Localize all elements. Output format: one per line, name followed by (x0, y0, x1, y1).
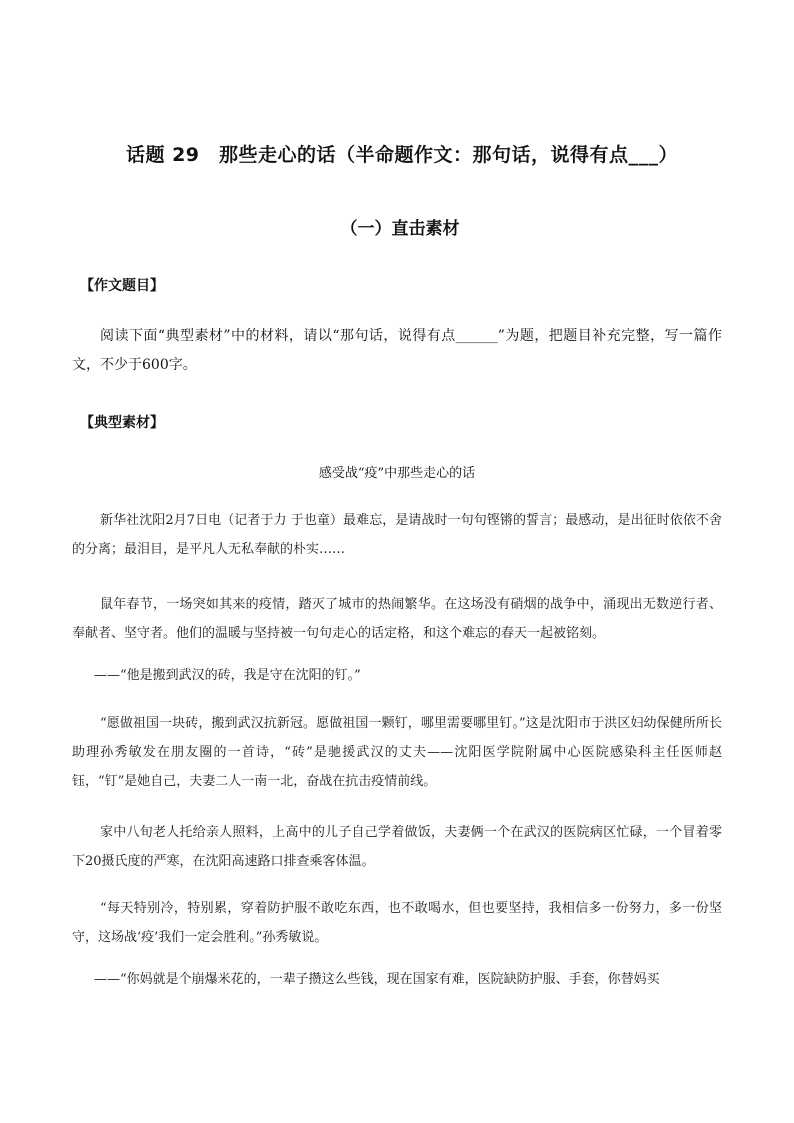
material-paragraph: ——“他是搬到武汉的砖，我是守在沈阳的钉。” (94, 668, 361, 683)
document-title: 话题 29 那些走心的话（半命题作文：那句话，说得有点___） (125, 144, 679, 166)
section-subtitle: （一）直击素材 (340, 219, 460, 239)
essay-prompt-heading: 【作文题目】 (80, 278, 164, 294)
material-paragraph: 家中八旬老人托给亲人照料，上高中的儿子自己学着做饭，夫妻俩一个在武汉的医院病区忙碌，一个冒着零下20摄氏度的严寒，在沈阳高速路口排查乘客体温。 (72, 825, 722, 869)
material-heading: 【典型素材】 (80, 415, 164, 431)
material-title: 感受战“疫”中那些走心的话 (318, 466, 476, 481)
material-paragraph: 新华社沈阳2月7日电（记者于力 于也童）最难忘，是请战时一句句铿锵的誓言；最感动，是出征时依依不舍的分离；最泪目，是平凡人无私奉献的朴实…… (72, 513, 722, 557)
material-paragraph: ——“你妈就是个崩爆米花的，一辈子攒这么些钱，现在国家有难，医院缺防护服、手套，你替妈买 (94, 972, 660, 987)
material-paragraph: “每天特别冷，特别累，穿着防护服不敢吃东西，也不敢喝水，但也要坚持，我相信多一份努力，多一份坚守，这场战‘疫’我们一定会胜利。”孙秀敏说。 (72, 901, 722, 945)
material-paragraph: “愿做祖国一块砖，搬到武汉抗新冠。愿做祖国一颗钉，哪里需要哪里钉。”这是沈阳市于洪区妇幼保健所所长助理孙秀敏发在朋友圈的一首诗，“砖”是驰援武汉的丈夫——沈阳医学院附属中心医院感染科主任医师赵钰，“钉”是她自己，夫妻二人一南一北，奋战在抗击疫情前线。 (72, 716, 722, 789)
material-paragraph: 鼠年春节，一场突如其来的疫情，踏灭了城市的热闹繁华。在这场没有硝烟的战争中，涌现出无数逆行者、奉献者、坚守者。他们的温暖与坚持被一句句走心的话定格，和这个难忘的春天一起被铭刻。 (72, 597, 722, 641)
essay-prompt-text: 阅读下面“典型素材”中的材料，请以“那句话，说得有点______”为题，把题目补充完整，写一篇作文，不少于600字。 (72, 328, 722, 373)
